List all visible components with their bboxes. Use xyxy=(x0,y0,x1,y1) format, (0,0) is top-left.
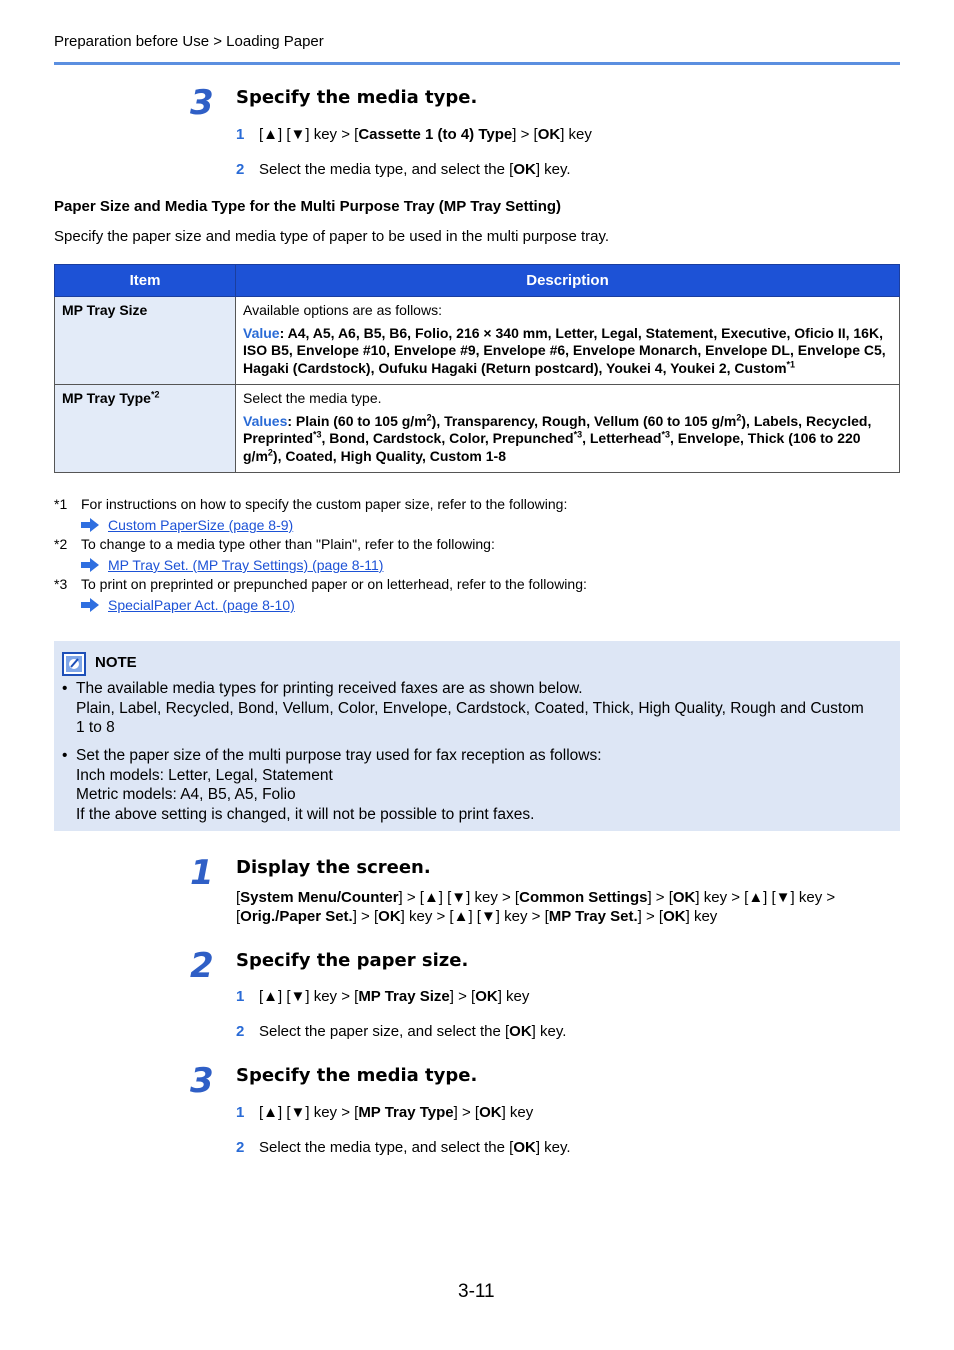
footnote-ref: *2 xyxy=(150,389,160,400)
note-line: If the above setting is changed, it will not be possible to print faxes. xyxy=(76,805,535,823)
note-line: Plain, Label, Recycled, Bond, Vellum, Color, Envelope, Cardstock, Coated, Thick, High Quality, Rough and Custom xyxy=(76,699,864,717)
step-heading: Specify the paper size. xyxy=(236,950,469,971)
step-text: ] key xyxy=(685,908,718,925)
menu-key-label: MP Tray Type xyxy=(358,1104,454,1121)
substep-2 xyxy=(236,1022,566,1042)
bullet-text xyxy=(76,679,896,738)
menu-key-label: Common Settings xyxy=(519,889,648,906)
step-text: ] key > [▲] [▼] key > [ xyxy=(400,908,549,925)
footnote-ref: *3 xyxy=(661,429,670,440)
menu-key-label: MP Tray Set. xyxy=(548,908,638,925)
footnote-2-mark: *2 xyxy=(54,536,68,552)
step1-line-2 xyxy=(236,907,717,927)
substep-2 xyxy=(236,1138,571,1158)
values-label: Values xyxy=(243,412,288,429)
footnote-3-mark: *3 xyxy=(54,576,68,592)
table-row xyxy=(55,297,900,385)
footnote-1-mark: *1 xyxy=(54,496,68,512)
menu-key-label: Orig./Paper Set. xyxy=(240,908,353,925)
substep-text: ] key xyxy=(560,126,592,143)
note-line: Inch models: Letter, Legal, Statement xyxy=(76,766,333,784)
footnote-ref: *1 xyxy=(786,358,796,369)
ok-key-label: OK xyxy=(509,1023,532,1040)
note-icon xyxy=(62,652,86,681)
values-text: : A4, A5, A6, B5, B6, Folio, 216 × 340 mm, Letter, Legal, Statement, Executive, Oficio II, 16K, ISO B5, Envelope #10, Envelope #9, Envelope #6, Envelope Monarch, Envelope DL, Envelope C5, Hagaki (Cardstock), Oufuku Hagaki (Return postcard), Youkei 4, Youkei 2, Custom xyxy=(243,324,886,376)
menu-key-label: MP Tray Size xyxy=(358,988,450,1005)
step1-line-1 xyxy=(236,888,835,908)
link-arrow-icon xyxy=(81,518,99,537)
ok-key-label: OK xyxy=(672,889,696,906)
section-title: Paper Size and Media Type for the Multi Purpose Tray (MP Tray Setting) xyxy=(54,198,562,215)
table-header-row xyxy=(55,265,900,297)
row-item-mp-tray-type xyxy=(55,385,236,473)
substep-2 xyxy=(236,160,571,180)
note-line: The available media types for printing received faxes are as shown below. xyxy=(76,680,583,697)
link-custom-papersize[interactable]: Custom PaperSize (page 8-9) xyxy=(108,517,294,533)
note-line: 1 to 8 xyxy=(76,719,115,736)
step-text: ] > [ xyxy=(637,908,664,925)
row-description xyxy=(236,297,900,385)
values-text: , Letterhead xyxy=(582,430,662,446)
step-number: 1 xyxy=(190,853,214,893)
substep-1 xyxy=(236,1103,533,1123)
substep-text: ] key. xyxy=(531,1023,567,1040)
substep-text: ] key xyxy=(501,1104,534,1121)
footnote-ref: *3 xyxy=(313,429,322,440)
step-text: ] key > [▲] [▼] key > xyxy=(695,889,836,906)
row-intro: Select the media type. xyxy=(243,390,382,406)
substep-text: ] key. xyxy=(535,161,571,178)
step-number: 3 xyxy=(190,83,214,123)
values-text: : Plain (60 to 105 g/m xyxy=(287,412,427,429)
ok-key-label: OK xyxy=(663,908,686,925)
footnote-ref: *3 xyxy=(573,429,583,440)
page-number: 3-11 xyxy=(458,1281,495,1302)
substep-text: Select the paper size, and select the [ xyxy=(259,1023,510,1040)
substep-text: ] > [ xyxy=(512,126,538,143)
substep-text: [▲] [▼] key > [ xyxy=(259,1104,359,1121)
settings-table xyxy=(54,264,900,473)
substep-1 xyxy=(236,987,529,1007)
row-item-mp-tray-size: MP Tray Size xyxy=(55,297,236,385)
substep-text: ] > [ xyxy=(453,1104,480,1121)
link-mp-tray-set[interactable]: MP Tray Set. (MP Tray Settings) (page 8-11) xyxy=(108,557,384,573)
ok-key-label: OK xyxy=(479,1104,502,1121)
values-text: ), Transparency, Rough, Vellum (60 to 105 g/m xyxy=(431,412,737,429)
substep-1 xyxy=(236,125,592,145)
footnote-3-text: To print on preprinted or prepunched paper or on letterhead, refer to the following: xyxy=(81,576,587,592)
link-arrow-icon xyxy=(81,558,99,577)
section-description: Specify the paper size and media type of paper to be used in the multi purpose tray. xyxy=(54,228,610,245)
substep-text: Select the media type, and select the [ xyxy=(259,161,514,178)
breadcrumb: Preparation before Use > Loading Paper xyxy=(54,33,324,50)
substep-number: 1 xyxy=(236,126,245,143)
bullet: • xyxy=(62,747,68,764)
substep-number: 2 xyxy=(236,1023,245,1040)
step-number: 2 xyxy=(190,946,214,986)
ok-key-label: OK xyxy=(513,161,536,178)
row-description xyxy=(236,385,900,473)
substep-number: 1 xyxy=(236,1104,245,1121)
link-specialpaper-act[interactable]: SpecialPaper Act. (page 8-10) xyxy=(108,597,295,613)
substep-text: ] key. xyxy=(535,1139,571,1156)
footnote-1-text: For instructions on how to specify the custom paper size, refer to the following: xyxy=(81,496,568,512)
superscript: 2 xyxy=(267,446,273,457)
header-item: Item xyxy=(55,265,236,297)
values-label: Value xyxy=(243,324,280,341)
note-line: Set the paper size of the multi purpose tray used for fax reception as follows: xyxy=(76,747,602,764)
ok-key-label: OK xyxy=(475,988,498,1005)
row-intro: Available options are as follows: xyxy=(243,302,442,318)
step-text: ] > [▲] [▼] key > [ xyxy=(398,889,520,906)
superscript: 2 xyxy=(736,411,742,422)
note-title: NOTE xyxy=(95,654,137,671)
substep-text: [▲] [▼] key > [ xyxy=(259,988,359,1005)
ok-key-label: OK xyxy=(537,126,561,143)
values-text: ), Labels, Recycled, Preprinted xyxy=(243,412,872,446)
table-row xyxy=(55,385,900,473)
ok-key-label: OK xyxy=(378,908,401,925)
step-heading: Specify the media type. xyxy=(236,87,478,108)
substep-text: [▲] [▼] key > [ xyxy=(259,126,359,143)
bullet-text xyxy=(76,746,896,824)
superscript: 2 xyxy=(426,411,432,422)
bullet: • xyxy=(62,680,68,697)
step-heading: Display the screen. xyxy=(236,857,431,878)
note-bullet-1 xyxy=(62,679,902,739)
values-text: , Bond, Cardstock, Color, Prepunched xyxy=(321,430,574,446)
step-text: ] > [ xyxy=(352,908,379,925)
footnote-2-text: To change to a media type other than "Plain", refer to the following: xyxy=(81,536,495,552)
substep-text: ] > [ xyxy=(449,988,476,1005)
note-line: Metric models: A4, B5, A5, Folio xyxy=(76,786,296,803)
step-heading: Specify the media type. xyxy=(236,1065,478,1086)
link-arrow-icon xyxy=(81,598,99,617)
ok-key-label: OK xyxy=(513,1139,536,1156)
note-bullet-2 xyxy=(62,746,902,826)
substep-number: 2 xyxy=(236,161,245,178)
step-number: 3 xyxy=(190,1061,214,1101)
row-values xyxy=(243,325,892,378)
item-label: MP Tray Type xyxy=(62,390,151,406)
values-text: , Envelope, Thick (106 to 220 g/m xyxy=(243,430,861,464)
step-text: [ xyxy=(236,908,241,925)
note-box xyxy=(54,641,900,831)
header-rule xyxy=(54,62,900,65)
values-text: ), Coated, High Quality, Custom 1-8 xyxy=(272,447,506,464)
substep-number: 2 xyxy=(236,1139,245,1156)
header-description: Description xyxy=(236,265,900,297)
substep-number: 1 xyxy=(236,988,245,1005)
step-text: ] > [ xyxy=(647,889,673,906)
row-values xyxy=(243,413,892,466)
menu-key-label: Cassette 1 (to 4) Type xyxy=(358,126,513,143)
menu-key-label: System Menu/Counter xyxy=(240,889,399,906)
substep-text: ] key xyxy=(497,988,530,1005)
substep-text: Select the media type, and select the [ xyxy=(259,1139,514,1156)
step-text: [ xyxy=(236,889,241,906)
